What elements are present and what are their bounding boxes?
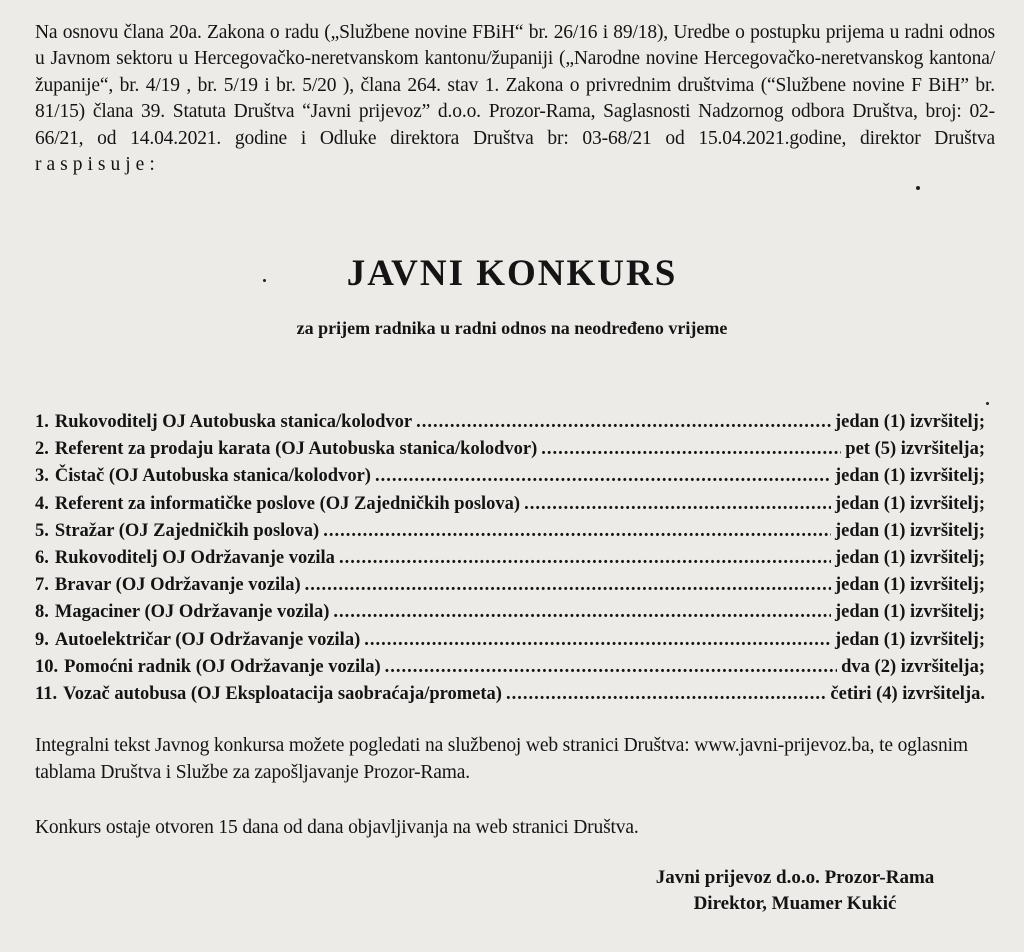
position-item [35,548,985,575]
position-name: Rukovoditelj OJ Autobuska stanica/kolodvor [54,412,413,432]
position-number: 7. [35,575,49,596]
dot-leader [506,684,826,705]
raspisuje-word: raspisuje [35,154,150,176]
position-item [35,684,985,711]
position-count: jedan (1) izvršitelj; [834,520,985,541]
position-item [35,602,985,629]
position-number: 6. [35,547,49,568]
signature-block [600,865,990,917]
position-number: 3. [35,466,49,487]
dot-leader [339,548,831,569]
position-count: jedan (1) izvršitelj; [834,575,985,596]
position-number: 9. [35,629,49,650]
dot-leader [541,439,841,460]
signature-director: Direktor, Muamer Kukić [693,893,897,914]
dot-leader [385,657,837,678]
position-name: Magaciner (OJ Održavanje vozila) [54,602,330,623]
legal-basis-text: Na osnovu člana 20a. Zakona o radu („Službene novine FBiH“ br. 26/16 i 89/18), Uredbe o postupku prijema u radni odnos u Javnom sektoru u Hercegovačko-neretvanskom kantonu/županiji („Narodne novine Hercegovačko-neretvanskog kantona/županije“, br. 4/19 , br. 5/19 i br. 5/20 ), člana 264. stav 1. Zakona o privrednim društvima (“Službene novine F BiH” br. 81/15) člana 39. Statuta Društva “Javni prijevoz” d.o.o. Prozor-Rama, Saglasnosti Nadzornog odbora Društva, broj: 02-66/21, od 14.04.2021. godine i Odluke direktora Društva br: 03-68/21 od 15.04.2021.godine, direktor Društva [35,22,995,149]
position-number: 2. [35,439,49,460]
website-info-paragraph: Integralni tekst Javnog konkursa možete pogledati na službenoj web stranici Društva: www.javni-prijevoz.ba, te oglasnim tablama Društva i Službe za zapošljavanje Prozor-Rama. [35,735,968,783]
dot-leader [323,521,831,542]
signature-company: Javni prijevoz d.o.o. Prozor-Rama [655,867,935,888]
position-count: jedan (1) izvršitelj; [834,547,985,568]
position-name: Pomoćni radnik (OJ Održavanje vozila) [64,656,381,677]
position-count: pet (5) izvršitelja; [845,439,985,460]
position-number: 8. [35,602,49,623]
page-title: JAVNI KONKURS [346,253,678,294]
position-item [35,630,985,657]
position-name: Bravar (OJ Održavanje vozila) [54,575,301,596]
position-number: 11. [35,683,58,704]
position-number: 5. [35,520,49,541]
position-item [35,439,985,466]
position-count: jedan (1) izvršitelj; [834,466,985,487]
position-name: Autoelektričar (OJ Održavanje vozila) [54,629,361,650]
dot-leader [416,412,831,433]
position-item [35,466,985,493]
position-item [35,657,985,684]
position-count: jedan (1) izvršitelj; [834,412,985,432]
dot-leader [524,494,831,515]
position-item [35,575,985,602]
position-name: Referent za prodaju karata (OJ Autobuska stanica/kolodvor) [54,439,538,460]
dot-leader [305,575,831,596]
dot-leader [333,602,831,623]
position-number: 10. [35,656,59,677]
position-item [35,494,985,521]
position-count: jedan (1) izvršitelj; [834,493,985,514]
position-number: 1. [35,412,49,432]
position-number: 4. [35,493,49,514]
legal-basis-paragraph [35,20,995,178]
position-count: četiri (4) izvršitelja. [830,683,985,704]
legal-basis-end: : [149,154,155,176]
positions-list [35,412,985,711]
position-item [35,521,985,548]
print-speck [263,279,266,282]
dot-leader [375,466,831,487]
position-item [35,412,985,439]
page-subtitle: za prijem radnika u radni odnos na neodređeno vrijeme [296,318,728,338]
open-period-paragraph: Konkurs ostaje otvoren 15 dana od dana objavljivanja na web stranici Društva. [35,817,639,838]
position-count: jedan (1) izvršitelj; [834,602,985,623]
print-speck [986,402,989,405]
position-count: dva (2) izvršitelja; [841,656,985,677]
position-name: Stražar (OJ Zajedničkih poslova) [54,520,320,541]
position-name: Vozač autobusa (OJ Eksploatacija saobraćaja/prometa) [63,683,502,704]
dot-leader [364,630,831,651]
position-count: jedan (1) izvršitelj; [834,629,985,650]
position-name: Čistač (OJ Autobuska stanica/kolodvor) [54,466,371,487]
position-name: Referent za informatičke poslove (OJ Zajedničkih poslova) [54,493,521,514]
position-name: Rukovoditelj OJ Održavanje vozila [54,547,335,568]
print-speck [916,186,920,190]
